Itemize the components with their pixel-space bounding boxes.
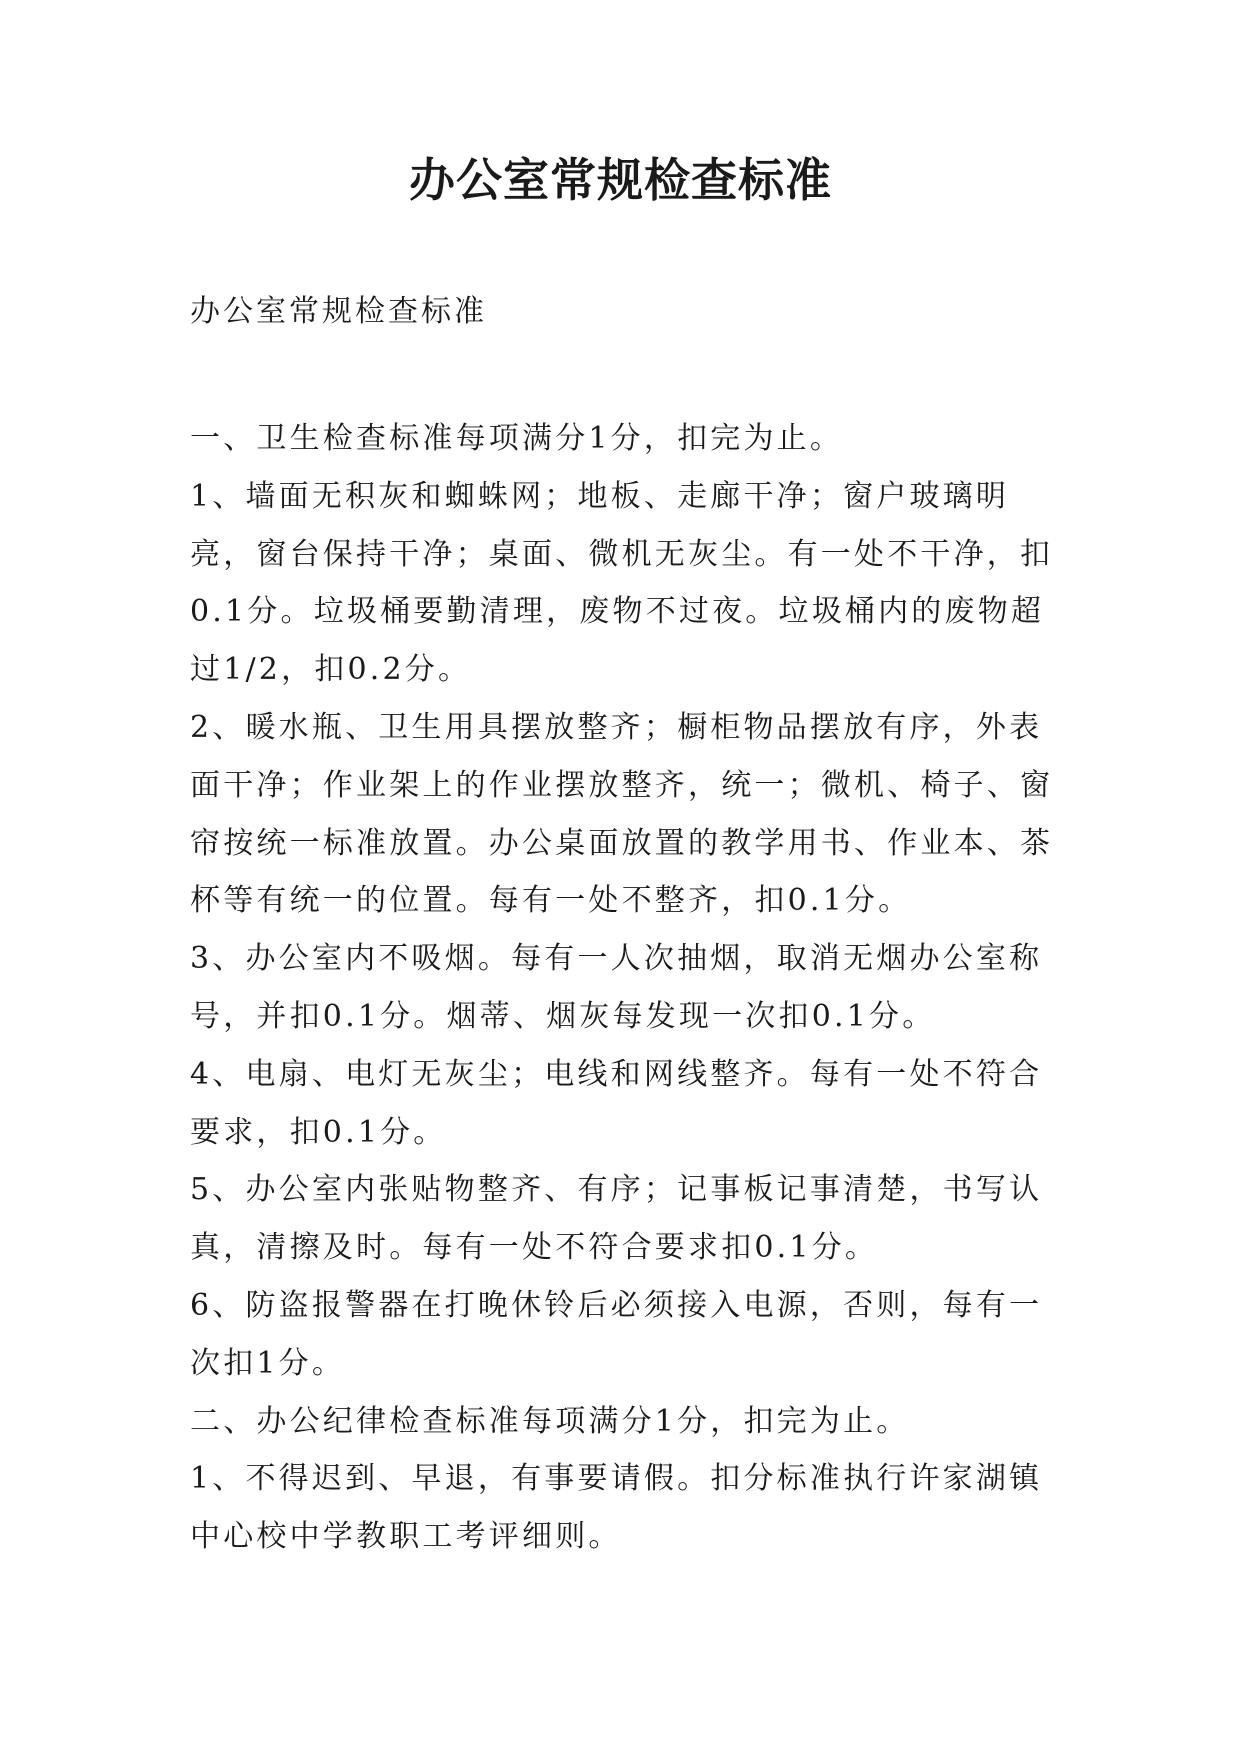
paragraph-item: 6、防盗报警器在打晚休铃后必须接入电源，否则，每有一次扣1分。 — [190, 1287, 1043, 1381]
paragraph-item: 3、办公室内不吸烟。每有一人次抽烟，取消无烟办公室称号，并扣0.1分。烟蒂、烟灰每发现一次扣0.1分。 — [190, 941, 1043, 1034]
paragraph-item: 1、墙面无积灰和蜘蛛网；地板、走廊干净；窗户玻璃明亮，窗台保持干净；桌面、微机无灰尘。有一处不干净，扣0.1分。垃圾桶要勤清理，废物不过夜。垃圾桶内的废物超过1/2，扣0.2分。 — [190, 478, 1054, 688]
paragraph-item: 5、办公室内张贴物整齐、有序；记事板记事清楚，书写认真，清擦及时。每有一处不符合要求扣0.1分。 — [190, 1172, 1043, 1266]
section-heading-hygiene: 一、卫生检查标准每项满分1分，扣完为止。 — [190, 421, 844, 456]
paragraph-item: 1、不得迟到、早退，有事要请假。扣分标准执行许家湖镇中心校中学教职工考评细则。 — [190, 1461, 1043, 1555]
paragraph-item: 4、电扇、电灯无灰尘；电线和网线整齐。每有一处不符合要求，扣0.1分。 — [190, 1056, 1043, 1150]
document-title: 办公室常规检查标准 — [409, 153, 832, 207]
paragraph-item: 2、暖水瓶、卫生用具摆放整齐；橱柜物品摆放有序，外表面干净；作业架上的作业摆放整齐，统一；微机、椅子、窗帘按统一标准放置。办公桌面放置的教学用书、作业本、茶杯等有统一的位置。每有一处不整齐，扣0.1分。 — [190, 709, 1054, 919]
section-heading-discipline: 二、办公纪律检查标准每项满分1分，扣完为止。 — [190, 1403, 910, 1439]
document-body — [190, 410, 1060, 1566]
document-subtitle: 办公室常规检查标准 — [190, 294, 487, 329]
